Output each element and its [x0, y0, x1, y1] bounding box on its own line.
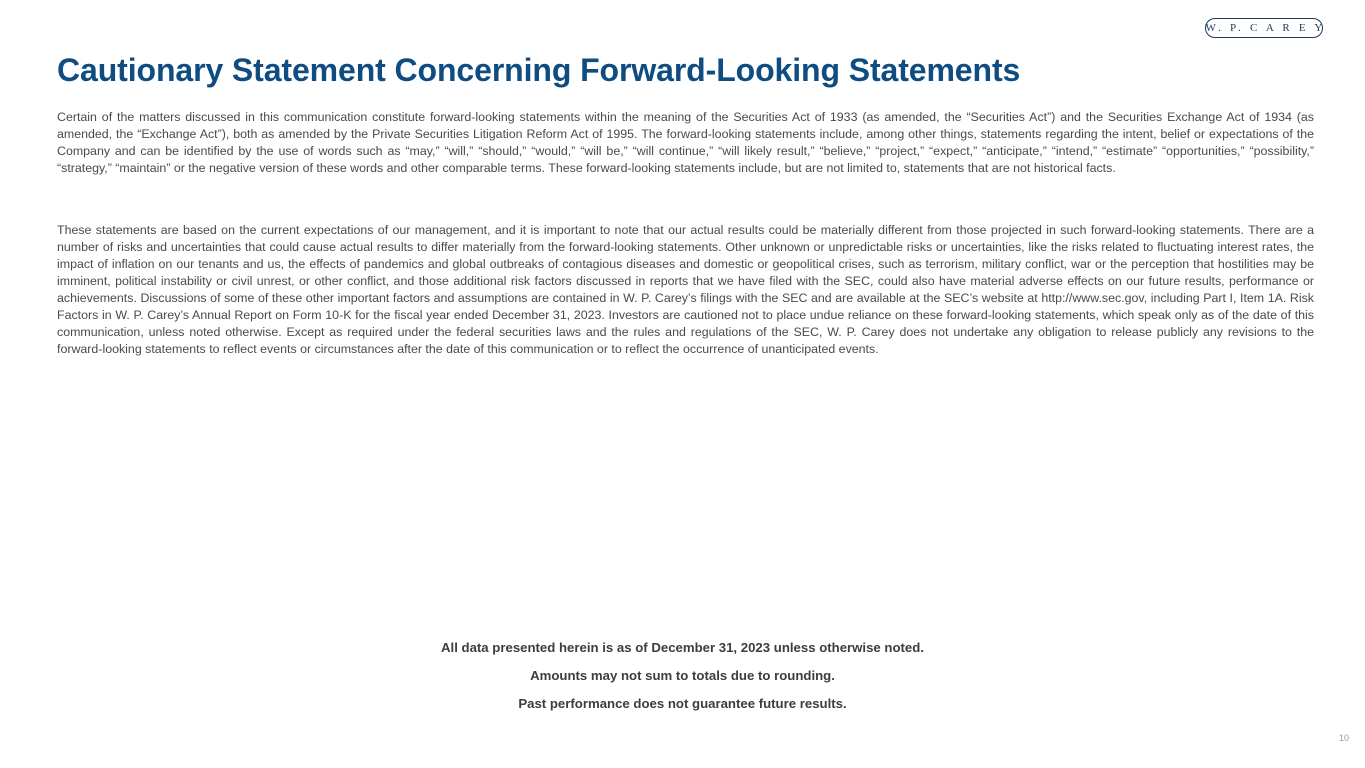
- page-number: 10: [1338, 733, 1349, 743]
- footer-note-performance: Past performance does not guarantee future results.: [518, 696, 847, 711]
- footer-note-rounding: Amounts may not sum to totals due to rounding.: [530, 668, 835, 683]
- company-logo: [1205, 18, 1326, 38]
- page-title: Cautionary Statement Concerning Forward-Looking Statements: [57, 52, 1021, 88]
- body-paragraph-forward-looking: Certain of the matters discussed in this communication constitute forward-looking statements within the meaning of the Securities Act of 1933 (as amended, the “Securities Act”) and the Securities Exchange Act of 1934 (as amended, the “Exchange Act”), both as amended by the Private Securities Litigation Reform Act of 1995. The forward-looking statements include, among other things, statements regarding the intent, belief or expectations of the Company and can be identified by the use of words such as “may,” “will,” “should,” “would,” “will be,” “will continue,” “will likely result,” “believe,” “project,” “expect,” “anticipate,” “intend,” “estimate” “opportunities,” “possibility,” “strategy,” “maintain” or the negative version of these words and other comparable terms. These forward-looking statements include, but are not limited to, statements that are not historical facts.: [57, 110, 1314, 175]
- company-logo-text: W. P. C A R E Y: [1205, 22, 1326, 34]
- body-paragraph-risks: These statements are based on the current expectations of our management, and it is important to note that our actual results could be materially different from those projected in such forward-looking statements. There are a number of risks and uncertainties that could cause actual results to differ materially from the forward-looking statements. Other unknown or unpredictable risks or uncertainties, like the risks related to fluctuating interest rates, the impact of inflation on our tenants and us, the effects of pandemics and global outbreaks of contagious diseases and domestic or geopolitical crises, such as terrorism, military conflict, war or the perception that hostilities may be imminent, political instability or civil unrest, or other conflict, and those additional risk factors discussed in reports that we have filed with the SEC, could also have material adverse effects on our future results, performance or achievements. Discussions of some of these other important factors and assumptions are contained in W. P. Carey’s filings with the SEC and are available at the SEC’s website at http://www.sec.gov, including Part I, Item 1A. Risk Factors in W. P. Carey’s Annual Report on Form 10-K for the fiscal year ended December 31, 2023. Investors are cautioned not to place undue reliance on these forward-looking statements, which speak only as of the date of this communication, unless noted otherwise. Except as required under the federal securities laws and the rules and regulations of the SEC, W. P. Carey does not undertake any obligation to release publicly any revisions to the forward-looking statements to reflect events or circumstances after the date of this communication or to reflect the occurrence of unanticipated events.: [57, 223, 1314, 356]
- footer-note-data-date: All data presented herein is as of December 31, 2023 unless otherwise noted.: [441, 640, 924, 655]
